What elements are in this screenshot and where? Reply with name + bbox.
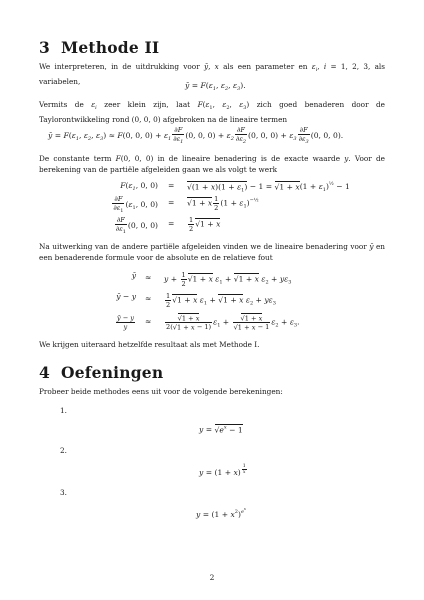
section-title: Methode II xyxy=(61,38,160,57)
paragraph: De constante term F(0, 0, 0) in de lineaire benadering is de exacte waarde y. Voor de berekening van de partiële afgeleiden gaan we als volgt te werk xyxy=(39,154,385,175)
exercise-formula: $y = √e^x - 1$ xyxy=(199,424,243,434)
derivation-row: $\frac{\partial F}{\partial\varepsilon_1}$ (0, 0, 0) = $\frac{1}{2}$ √1 + x xyxy=(115,216,221,235)
exercise-number: 3. xyxy=(60,488,67,497)
paragraph: We interpreteren, in de uitdrukking voor ȳ, x als een parameter en $\varepsilon_i$, i = 1, 2, 3, als variabelen, xyxy=(39,62,386,87)
paragraph: Probeer beide methodes eens uit voor de volgende berekeningen: xyxy=(39,387,283,396)
exercise-number: 1. xyxy=(60,406,67,415)
paragraph: We krijgen uiteraard hetzelfde resultaat als met Methode I. xyxy=(39,340,260,349)
exercise-formula: $y = (1 + x^2)^{e^x}$ xyxy=(196,507,246,519)
section-number: 3 xyxy=(39,38,50,57)
derivation-row: $\frac{\partial F}{\partial\varepsilon_1}$ ($\varepsilon_1$, 0, 0) = √1 + x $\frac{1}{2}$ $(1 + \varepsilon_1)^{-\frac{1}{2}}$ xyxy=(113,195,259,214)
exercise-formula: y = (1 + x) $^{\frac{1}{x}}$ xyxy=(199,464,246,477)
exercise-number: 2. xyxy=(60,446,67,455)
section-title: Oefeningen xyxy=(61,363,164,382)
derivation-row: $F(\varepsilon_1$, 0, 0) = $√(1 + x)(1 + \varepsilon_1) - 1 = √1 + x(1 + \varepsilon_1)^{\frac{1}{2}} - 1$ xyxy=(120,181,350,193)
section-heading xyxy=(39,363,163,382)
paragraph: Na uitwerking van de andere partiële afgeleiden vinden we de lineaire benadering voor ȳ en een benaderende formule voor de absolute en de relatieve fout xyxy=(39,242,385,263)
approximation-row: $\frac{ȳ - y}{y}$ ≈ $\frac{√1 + x}{2(√1 + x - 1)}$ $\varepsilon_1$ + $\frac{√1 + x}{√1 + x - 1}$ $\varepsilon_2 + \varepsilon_3$. xyxy=(116,314,300,331)
approximation-row: ȳ − y ≈ $\frac{1}{2}$ √1 + x $\varepsilon_1 + √1 + x$ $\varepsilon_2 + y\varepsilon_3$ xyxy=(116,292,276,309)
section-heading xyxy=(39,38,159,57)
page-number: 2 xyxy=(209,573,215,582)
taylor-equation: ȳ = $F(\varepsilon_1$, $\varepsilon_2$, $\varepsilon_3) \approx F(0$, 0, $0) + \varepsilon_1$ $\frac{\partial F}{\partial\varepsilon_1}$ (0, 0, $0) + \varepsilon_2$ $\frac{\partial F}{\partial\varepsilon_2}$ (0, 0, $0) + \varepsilon_3$ $\frac{\partial F}{\partial\varepsilon_3}$ (0, 0, 0). xyxy=(48,126,344,145)
paragraph: Vermits de $\varepsilon_i$ zeer klein zijn, laat $F(\varepsilon_1$, $\varepsilon_2$, $\varepsilon_3$) zich goed benaderen door de Taylorontwikkeling rond (0, 0, 0) afgebroken na de lineaire termen xyxy=(39,100,386,125)
equation: ȳ = $F(\varepsilon_1$, $\varepsilon_2$, $\varepsilon_3$). xyxy=(185,81,246,92)
section-number: 4 xyxy=(39,363,50,382)
approximation-row: ȳ ≈ y + $\frac{1}{2}$ √1 + x $\varepsilon_1 + √1 + x$ $\varepsilon_2 + y\varepsilon_3$ xyxy=(131,271,292,288)
